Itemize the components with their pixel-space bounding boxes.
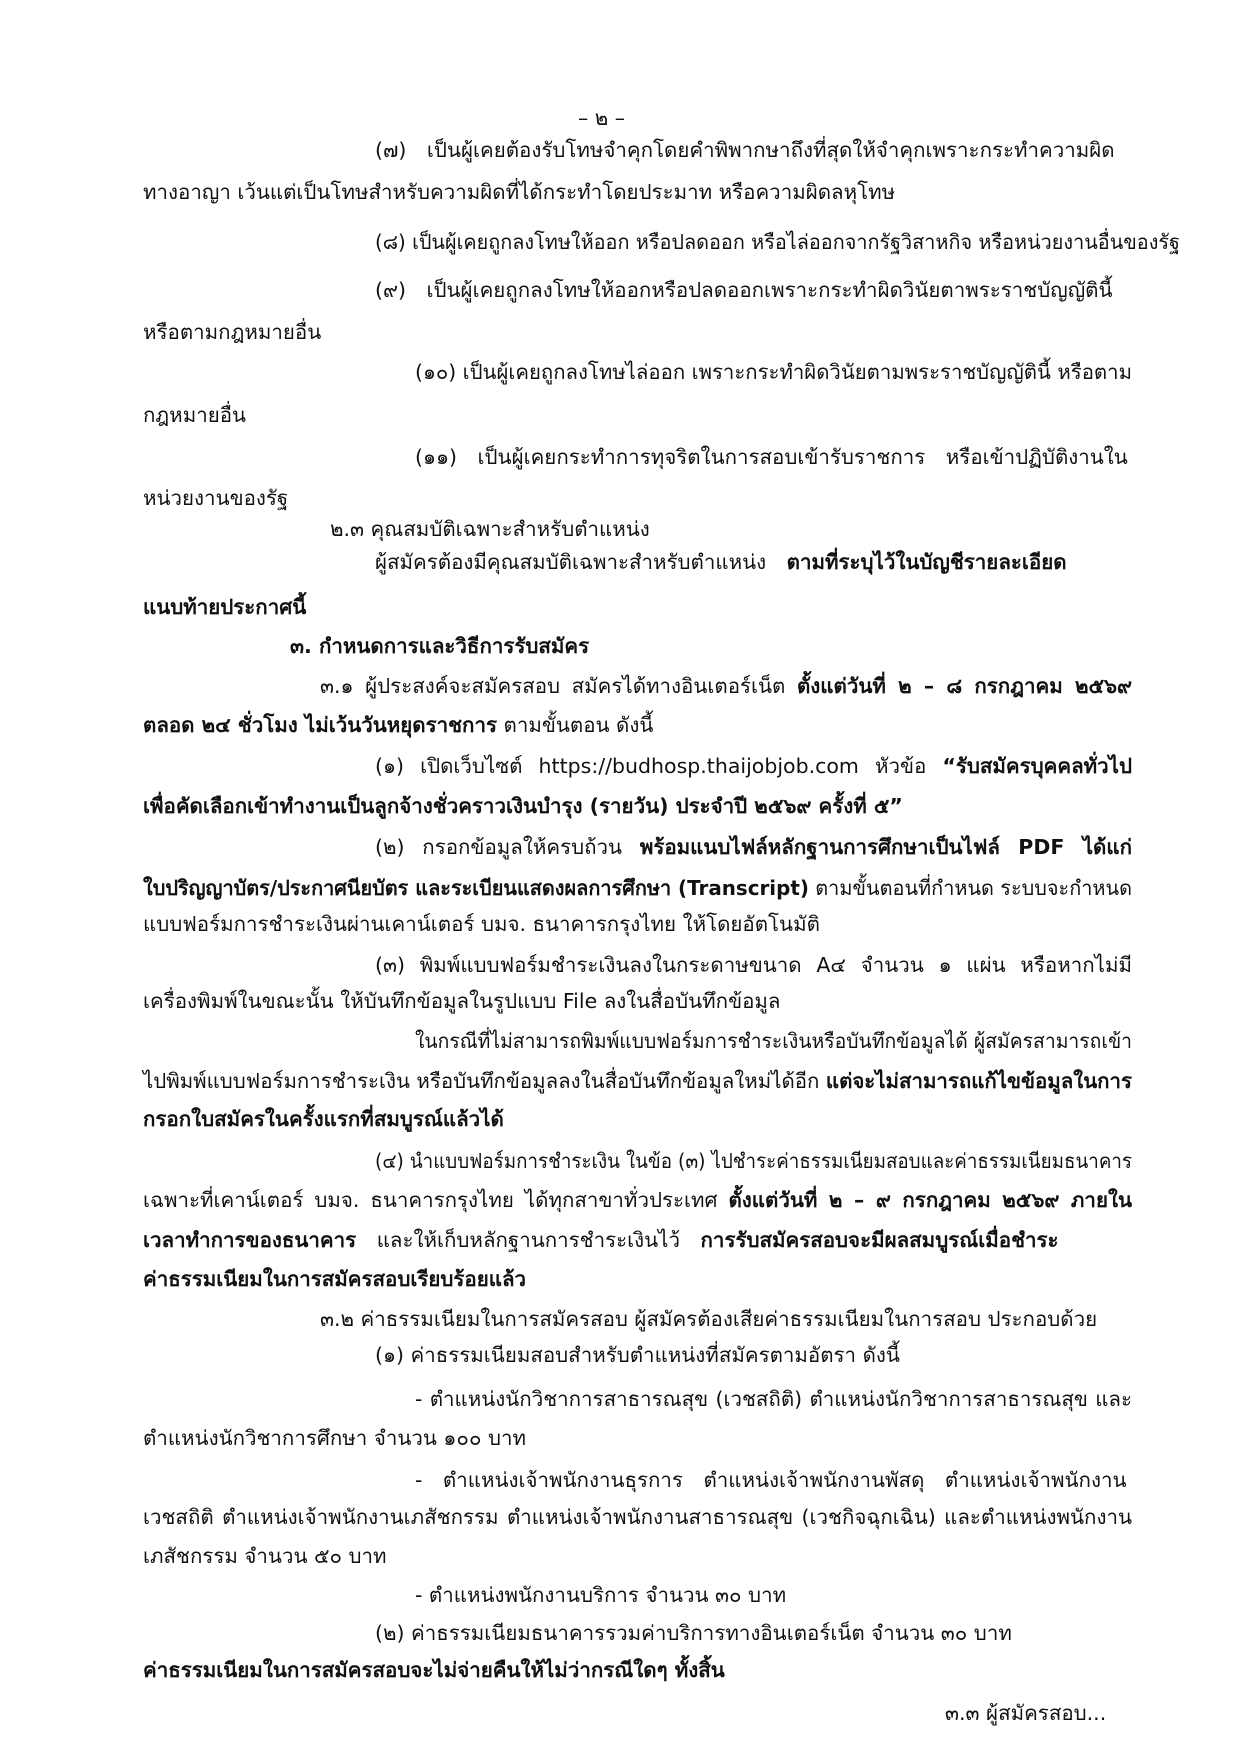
text-segment: หน่วยงานของรัฐ xyxy=(143,486,289,510)
text-segment: ตำแหน่งนักวิชาการศึกษา จำนวน ๑๐๐ บาท xyxy=(143,1426,527,1450)
text-segment: เครื่องพิมพ์ในขณะนั้น ให้บันทึกข้อมูลในรูปแบบ File ลงในสื่อบันทึกข้อมูล xyxy=(143,989,781,1013)
text-segment: (๗) เป็นผู้เคยต้องรับโทษจำคุกโดยคำพิพากษาถึงที่สุดให้จำคุกเพราะกระทำความผิด xyxy=(375,138,1115,162)
text-segment: ๓.๓ ผู้สมัครสอบ... xyxy=(945,1701,1107,1725)
text-line xyxy=(143,597,306,618)
text-segment: (๑) เปิดเว็บไซต์ https://budhosp.thaijobjob.com หัวข้อ xyxy=(375,754,943,778)
text-line xyxy=(375,140,1115,161)
text-line xyxy=(143,1507,1132,1528)
text-segment: ตามขั้นตอนที่กำหนด ระบบจะกำหนด xyxy=(808,876,1132,900)
text-line xyxy=(143,991,780,1012)
text-segment: (๙) เป็นผู้เคยถูกลงโทษให้ออกหรือปลดออกเพราะกระทำผิดวินัยตาพระราชบัญญัตินี้ xyxy=(375,278,1113,302)
text-line xyxy=(143,1190,1132,1211)
text-segment: ผู้สมัครต้องมีคุณสมบัติเฉพาะสำหรับตำแหน่ง xyxy=(375,550,787,574)
text-line xyxy=(375,1151,1132,1172)
text-line xyxy=(415,1470,1126,1491)
text-line xyxy=(143,1071,1132,1092)
text-line xyxy=(375,1345,900,1366)
text-line xyxy=(375,232,1180,253)
bold-text-segment: ตลอด ๒๔ ชั่วโมง ไม่เว้นวันหยุดราชการ xyxy=(143,713,497,737)
text-segment: กฎหมายอื่น xyxy=(143,403,247,427)
bold-text-segment: เพื่อคัดเลือกเข้าทำงานเป็นลูกจ้างชั่วคราวเงินบำรุง (รายวัน) ประจำปี ๒๕๖๙ ครั้งที่ ๕” xyxy=(143,794,903,818)
bold-text-segment: แต่จะไม่สามารถแก้ไขข้อมูลในการ xyxy=(825,1069,1132,1093)
text-line xyxy=(330,519,650,540)
text-line xyxy=(375,1623,1012,1644)
bold-text-segment: การรับสมัครสอบจะมีผลสมบูรณ์เมื่อชำระ xyxy=(700,1228,1059,1252)
text-segment: ๓.๑ ผู้ประสงค์จะสมัครสอบ สมัครได้ทางอินเตอร์เน็ต xyxy=(320,674,797,698)
text-line xyxy=(143,914,820,935)
text-segment: ในกรณีที่ไม่สามารถพิมพ์แบบฟอร์มการชำระเงินหรือบันทึกข้อมูลได้ ผู้สมัครสามารถเข้า xyxy=(415,1029,1132,1053)
text-line xyxy=(143,322,321,343)
text-line xyxy=(375,552,1067,573)
text-segment: หรือตามกฎหมายอื่น xyxy=(143,320,322,344)
text-line xyxy=(143,1660,725,1681)
text-segment: (๑) ค่าธรรมเนียมสอบสำหรับตำแหน่งที่สมัครตามอัตรา ดังนี้ xyxy=(375,1343,900,1367)
text-segment: ตามขั้นตอน ดังนี้ xyxy=(497,713,654,737)
text-segment: (๑๑) เป็นผู้เคยกระทำการทุจริตในการสอบเข้ารับราชการ หรือเข้าปฏิบัติงานใน xyxy=(415,445,1128,469)
page-number: – ๒ – xyxy=(578,106,626,130)
bold-text-segment: ใบปริญญาบัตร/ประกาศนียบัตร และระเบียนแสดงผลการศึกษา (Transcript) xyxy=(143,876,809,900)
text-segment: (๑๐) เป็นผู้เคยถูกลงโทษไล่ออก เพราะกระทำผิดวินัยตามพระราชบัญญัตินี้ หรือตาม xyxy=(415,360,1132,384)
text-segment: ๓.๒ ค่าธรรมเนียมในการสมัครสอบ ผู้สมัครต้องเสียค่าธรรมเนียมในการสอบ ประกอบด้วย xyxy=(320,1307,1098,1331)
text-segment: เฉพาะที่เคาน์เตอร์ บมจ. ธนาคารกรุงไทย ได้ทุกสาขาทั่วประเทศ xyxy=(143,1188,729,1212)
text-line xyxy=(143,796,903,817)
text-segment: (๒) กรอกข้อมูลให้ครบถ้วน xyxy=(375,835,640,859)
bold-text-segment: ตั้งแต่วันที่ ๒ – ๘ กรกฎาคม ๒๕๖๙ xyxy=(796,674,1132,698)
text-line xyxy=(143,1230,1059,1251)
text-segment: (๔) นำแบบฟอร์มการชำระเงิน ในข้อ (๓) ไปชำระค่าธรรมเนียมสอบและค่าธรรมเนียมธนาคาร xyxy=(375,1149,1132,1173)
text-segment: (๘) เป็นผู้เคยถูกลงโทษให้ออก หรือปลดออก หรือไล่ออกจากรัฐวิสาหกิจ หรือหน่วยงานอื่นของรัฐ xyxy=(375,230,1180,254)
bold-text-segment: ค่าธรรมเนียมในการสมัครสอบเรียบร้อยแล้ว xyxy=(143,1267,527,1291)
text-segment: แบบฟอร์มการชำระเงินผ่านเคาน์เตอร์ บมจ. ธนาคารกรุงไทย ให้โดยอัตโนมัติ xyxy=(143,912,820,936)
bold-text-segment: “รับสมัครบุคคลทั่วไป xyxy=(942,754,1132,778)
bold-text-segment: กรอกใบสมัครในครั้งแรกที่สมบูรณ์แล้วได้ xyxy=(143,1107,504,1131)
text-line xyxy=(375,280,1113,301)
text-line xyxy=(143,878,1132,899)
text-line xyxy=(143,182,895,203)
text-line xyxy=(415,1031,1132,1052)
text-line xyxy=(375,955,1132,976)
text-segment: - ตำแหน่งเจ้าพนักงานธุรการ ตำแหน่งเจ้าพนักงานพัสดุ ตำแหน่งเจ้าพนักงาน xyxy=(415,1468,1127,1492)
text-segment: ๒.๓ คุณสมบัติเฉพาะสำหรับตำแหน่ง xyxy=(330,517,650,541)
text-line xyxy=(375,837,1132,858)
text-line xyxy=(320,676,1132,697)
text-line xyxy=(143,1428,526,1449)
text-line xyxy=(143,715,653,736)
text-line xyxy=(415,1389,1132,1410)
text-line xyxy=(375,756,1132,777)
text-segment: - ตำแหน่งพนักงานบริการ จำนวน ๓๐ บาท xyxy=(415,1583,787,1607)
text-line xyxy=(320,1309,1097,1330)
text-line xyxy=(143,1109,504,1130)
text-line xyxy=(415,1585,786,1606)
bold-text-segment: ๓. กำหนดการและวิธีการรับสมัคร xyxy=(290,634,590,658)
text-segment: เภสัชกรรม จำนวน ๕๐ บาท xyxy=(143,1544,387,1568)
text-segment: - ตำแหน่งนักวิชาการสาธารณสุข (เวชสถิติ) ตำแหน่งนักวิชาการสาธารณสุข และ xyxy=(415,1387,1132,1411)
text-line xyxy=(143,1269,526,1290)
text-line xyxy=(143,488,288,509)
text-segment: ทางอาญา เว้นแต่เป็นโทษสำหรับความผิดที่ได้กระทำโดยประมาท หรือความผิดลหุโทษ xyxy=(143,180,896,204)
text-line xyxy=(415,447,1128,468)
text-line xyxy=(415,362,1132,383)
text-segment: ไปพิมพ์แบบฟอร์มการชำระเงิน หรือบันทึกข้อมูลลงในสื่อบันทึกข้อมูลใหม่ได้อีก xyxy=(143,1069,826,1093)
bold-text-segment: แนบท้ายประกาศนี้ xyxy=(143,595,307,619)
bold-text-segment: เวลาทำการของธนาคาร xyxy=(143,1228,357,1252)
text-segment: (๓) พิมพ์แบบฟอร์มชำระเงินลงในกระดาษขนาด A๔ จำนวน ๑ แผ่น หรือหากไม่มี xyxy=(375,953,1132,977)
bold-text-segment: พร้อมแนบไฟล์หลักฐานการศึกษาเป็นไฟล์ PDF ได้แก่ xyxy=(639,835,1132,859)
bold-text-segment: ค่าธรรมเนียมในการสมัครสอบจะไม่จ่ายคืนให้ไม่ว่ากรณีใดๆ ทั้งสิ้น xyxy=(143,1658,725,1682)
bold-text-segment: ตั้งแต่วันที่ ๒ – ๙ กรกฎาคม ๒๕๖๙ ภายใน xyxy=(728,1188,1132,1212)
bold-text-segment: ตามที่ระบุไว้ในบัญชีรายละเอียด xyxy=(786,550,1067,574)
text-line xyxy=(143,405,246,426)
text-line xyxy=(143,1546,387,1567)
text-line xyxy=(290,636,589,657)
text-segment: เวชสถิติ ตำแหน่งเจ้าพนักงานเภสัชกรรม ตำแหน่งเจ้าพนักงานสาธารณสุข (เวชกิจฉุกเฉิน) และตำแหน่งพนักงาน xyxy=(143,1505,1132,1529)
text-segment: และให้เก็บหลักฐานการชำระเงินไว้ xyxy=(356,1228,701,1252)
text-line xyxy=(945,1703,1106,1724)
text-segment: (๒) ค่าธรรมเนียมธนาคารรวมค่าบริการทางอินเตอร์เน็ต จำนวน ๓๐ บาท xyxy=(375,1621,1012,1645)
